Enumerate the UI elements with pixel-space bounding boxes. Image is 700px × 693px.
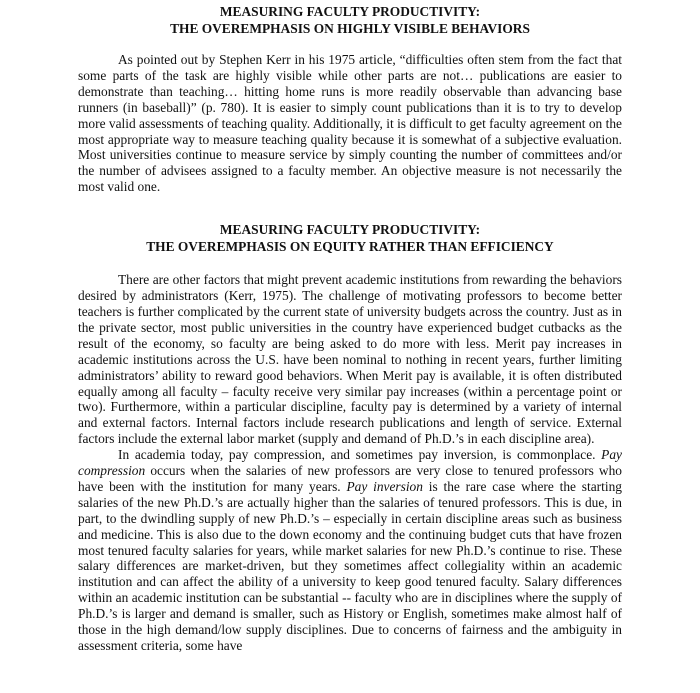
section2-paragraph-1: There are other factors that might prevent academic institutions from rewarding the behaviors desired by administrators (Kerr, 1975). The challenge of motivating professors to become better teachers is further complicated by the current state of university budgets across the country. Just as in the private sector, most public universities in the country have experienced budget cutbacks as the result of the economy, so faculty are being asked to do more with less. Merit pay increases in academic institutions across the U.S. have been nominal to nothing in recent years, further limiting administrators’ ability to reward good behaviors. When Merit pay is available, it is often distributed equally among all faculty – faculty receive very similar pay increases (within a percentage point or two). Furthermore, within a particular discipline, faculty pay is determined by a variety of internal and external factors. Internal factors include research publications and length of service. External factors include the external labor market (supply and demand of Ph.D.’s in each discipline area). — [78, 272, 622, 447]
section2-paragraph-2 — [78, 447, 622, 654]
section2-title-line2: THE OVEREMPHASIS ON EQUITY RATHER THAN EFFICIENCY — [146, 239, 554, 255]
section1-title-line1: MEASURING FACULTY PRODUCTIVITY: — [219, 4, 481, 19]
spacer — [78, 255, 622, 272]
section1-heading — [78, 3, 622, 37]
section2-heading — [78, 221, 622, 255]
section2-title-line1: MEASURING FACULTY PRODUCTIVITY: — [219, 222, 481, 238]
paragraph2-rest: is the rare case where the starting salaries of the new Ph.D.’s are actually higher than the salaries of tenured professors. This is due, in part, to the dwindling supply of new Ph.D.’s – especially in certain discipline areas such as business and medicine. This is also due to the down economy and the continuing budget cuts that have frozen most tenured faculty salaries for years, while market salaries for new Ph.D.’s continue to rise. These salary differences are market-driven, but they sometimes affect collegiality within an academic institution and can affect the ability of a university to keep good tenured faculty. Salary differences within an academic institution can be substantial -- faculty who are in disciplines where the supply of Ph.D.’s is larger and demand is smaller, such as History or English, sometimes make almost half of those in the high demand/low supply disciplines. Due to concerns of fairness and the ambiguity in assessment criteria, some have — [78, 478, 622, 653]
paragraph2-start: In academia today, pay compression, and sometimes pay inversion, is commonplace. — [118, 447, 596, 463]
document-page — [78, 3, 622, 654]
spacer — [78, 37, 622, 52]
term-pay-inversion: Pay inversion — [346, 478, 423, 494]
section1-paragraph: As pointed out by Stephen Kerr in his 1975 article, “difficulties often stem from the fact that some parts of the task are highly visible while other parts are not… publications are easier to demonstrate than teaching… hitting home runs is more readily observable than advancing base runners (in baseball)” (p. 780). It is easier to simply count publications than it is to try to develop more valid assessments of teaching quality. Additionally, it is difficult to get faculty agreement on the most appropriate way to measure teaching quality because it is somewhat of a subjective evaluation. Most universities continue to measure service by simply counting the number of committees and/or the number of advisees assigned to a faculty member. An objective measure is not necessarily the most valid one. — [78, 52, 622, 195]
term-pay-compression: Pay compression — [78, 447, 622, 479]
spacer — [78, 195, 622, 221]
paragraph2-mid: occurs when the salaries of new professors are very close to tenured professors who have been with the institution for many years. — [78, 463, 622, 494]
section1-title-line2: THE OVEREMPHASIS ON HIGHLY VISIBLE BEHAVIORS — [170, 21, 530, 36]
